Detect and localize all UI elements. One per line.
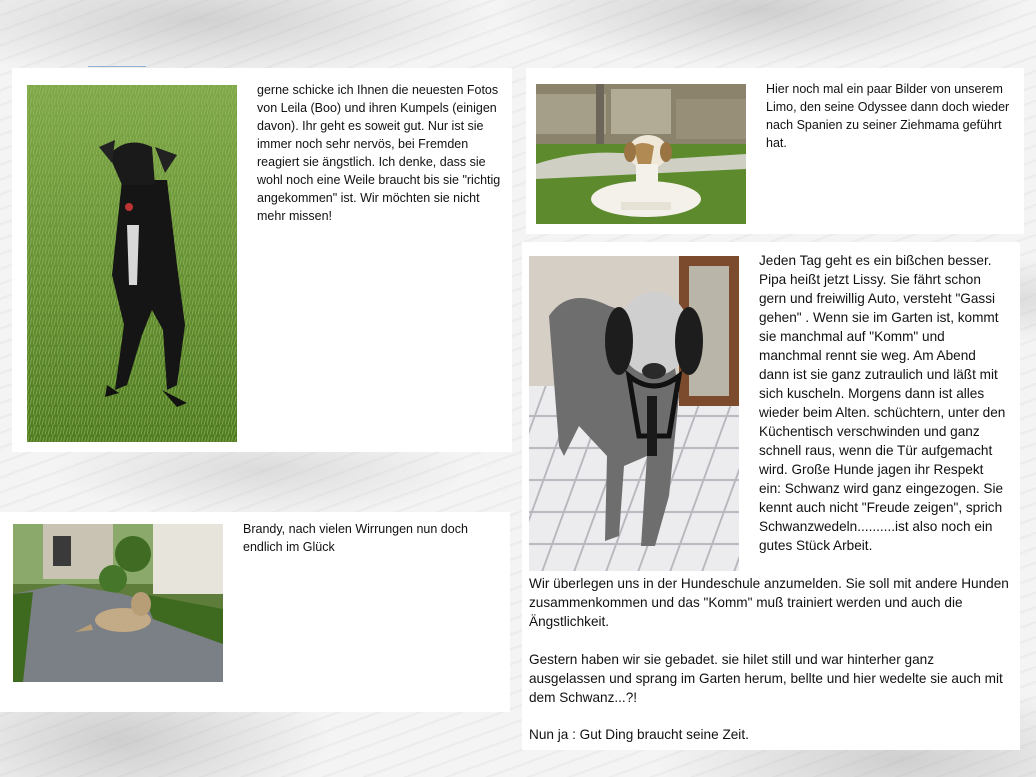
lissy-text-bath: Gestern haben wir sie gebadet. sie hilet still und war hinterher ganz ausgelassen und sprang im Garten herum, bellte und hier wedelte sie auch mit dem Schwanz...?! bbox=[529, 652, 1003, 705]
dog-photo-icon bbox=[27, 85, 237, 442]
lissy-text-school: Wir überlegen uns in der Hundeschule anzumelden. Sie soll mit andere Hunden zusammenkommen und das "Komm" muß trainiert werden und auch die Ängstlichkeit. bbox=[529, 576, 1009, 629]
lissy-dog-photo bbox=[529, 256, 739, 571]
nav-underline bbox=[88, 66, 146, 67]
limo-text: Hier noch mal ein paar Bilder von unserem Limo, den seine Odyssee dann doch wieder nach Spanien zu seiner Ziehmama geführt hat. bbox=[766, 82, 1010, 150]
dog-photo-icon bbox=[529, 256, 739, 571]
leila-text: gerne schicke ich Ihnen die neuesten Fotos von Leila (Boo) und ihren Kumpels (einigen davon). Ihr geht es soweit gut. Nur ist sie immer noch sehr nervös, bei Fremden reagiert sie ängstlich. Ich denke, dass sie wohl noch eine Weile braucht bis sie "richtig angekommen" ist. Wir möchten sie nicht mehr missen! bbox=[257, 83, 501, 223]
brandy-text: Brandy, nach vielen Wirrungen nun doch endlich im Glück bbox=[243, 522, 468, 554]
lissy-text-intro: Jeden Tag geht es ein bißchen besser. Pipa heißt jetzt Lissy. Sie fährt schon gern und freiwillig Auto, versteht "Gassi gehen" . Wenn sie im Garten ist, kommt sie manchmal auf "Komm" und manchmal rennt sie weg. Am Abend dann ist sie ganz zutraulich und läßt mit sich kuscheln. Morgens dann ist alles wieder beim Alten. schüchtern, unter den Küchentisch verschwinden und ganz schnell raus, wenn die Tür aufgemacht wird. Große Hunde jagen ihr Respekt ein: Schwanz wird ganz eingezogen. Sie kennt auch nicht "Freude zeigen", sprich Schwanzwedeln..........ist also noch ein gutes Stück Arbeit. bbox=[759, 253, 1006, 553]
leila-dog-photo bbox=[27, 85, 237, 442]
dog-photo-icon bbox=[13, 524, 223, 682]
dog-photo-icon bbox=[536, 84, 746, 224]
brandy-dog-photo bbox=[13, 524, 223, 682]
lissy-text-end: Nun ja : Gut Ding braucht seine Zeit. bbox=[529, 727, 749, 742]
limo-dog-photo bbox=[536, 84, 746, 224]
